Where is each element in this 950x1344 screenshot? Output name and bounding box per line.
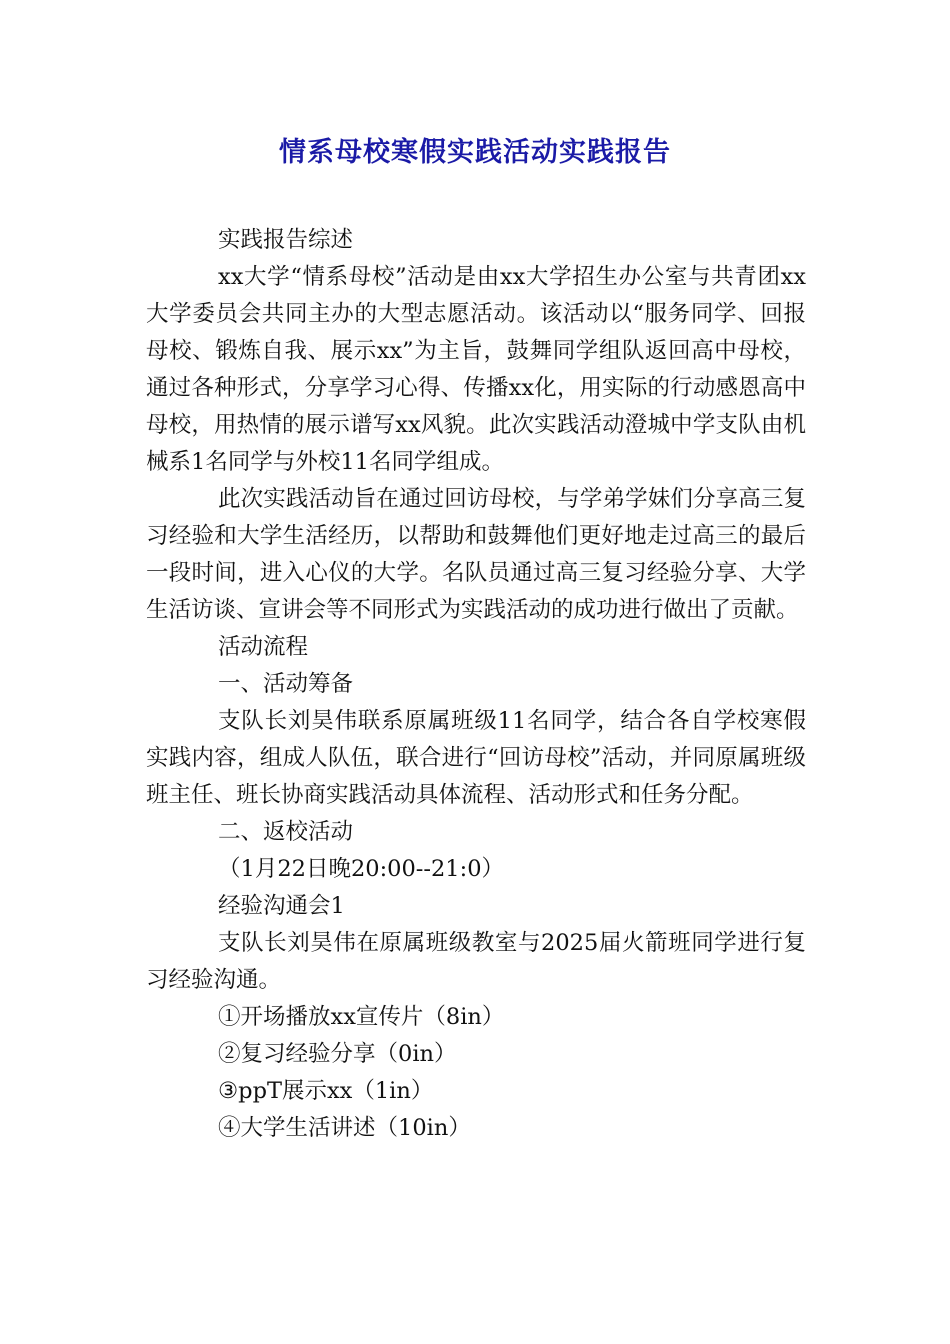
activity-time: （1月22日晚20:00--21:0） bbox=[218, 856, 505, 882]
paragraph-purpose: 此次实践活动旨在通过回访母校，与学弟学妹们分享高三复习经验和大学生活经历，以帮助和鼓舞他们更好地走过高三的最后一段时间，进入心仪的大学。名队员通过高三复习经验分享、大学生活访谈、宣讲会等不同形式为实践活动的成功进行做出了贡献。 bbox=[146, 486, 806, 623]
section-heading-summary: 实践报告综述 bbox=[218, 227, 354, 253]
document-body bbox=[146, 222, 806, 1147]
paragraph-preparation: 支队长刘昊伟联系原属班级11名同学，结合各自学校寒假实践内容，组成人队伍，联合进行“回访母校”活动，并同原属班级班主任、班长协商实践活动具体流程、活动形式和任务分配。 bbox=[146, 708, 806, 808]
subheading-return-activity: 二、返校活动 bbox=[218, 819, 354, 845]
meeting-title: 经验沟通会1 bbox=[218, 893, 345, 919]
agenda-item: ①开场播放xx宣传片（8in） bbox=[218, 1004, 505, 1030]
agenda-item: ②复习经验分享（0in） bbox=[218, 1041, 457, 1067]
section-heading-process: 活动流程 bbox=[218, 634, 309, 660]
paragraph-intro: xx大学“情系母校”活动是由xx大学招生办公室与共青团xx大学委员会共同主办的大型志愿活动。该活动以“服务同学、回报母校、锻炼自我、展示xx”为主旨，鼓舞同学组队返回高中母校，通过各种形式，分享学习心得、传播xx化，用实际的行动感恩高中母校，用热情的展示谱写xx风貌。此次实践活动澄城中学支队由机械系1名同学与外校11名同学组成。 bbox=[146, 264, 806, 475]
subheading-preparation: 一、活动筹备 bbox=[218, 671, 354, 697]
agenda-item: ③ppT展示xx（1in） bbox=[218, 1078, 434, 1104]
paragraph-meeting: 支队长刘昊伟在原属班级教室与2025届火箭班同学进行复习经验沟通。 bbox=[146, 930, 806, 993]
document-title: 情系母校寒假实践活动实践报告 bbox=[279, 137, 671, 168]
agenda-item: ④大学生活讲述（10in） bbox=[218, 1115, 471, 1141]
